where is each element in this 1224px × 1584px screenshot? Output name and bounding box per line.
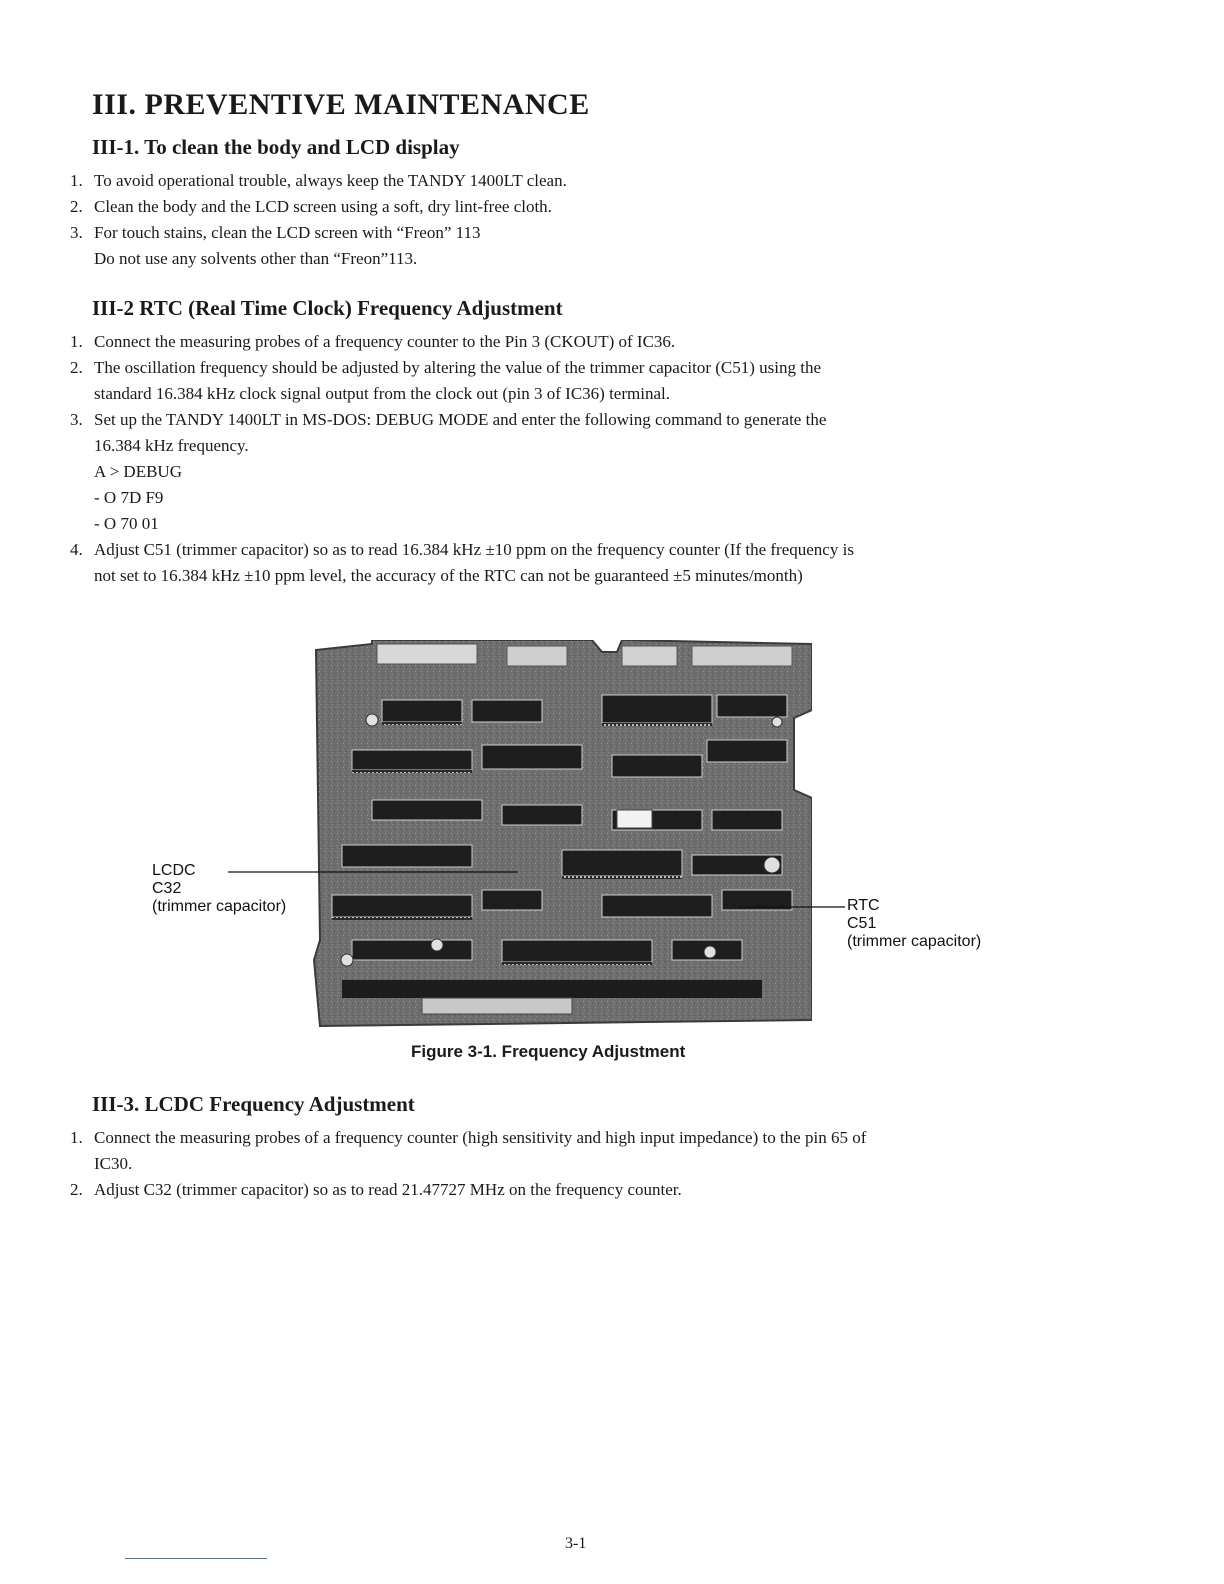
page-number: 3-1 (565, 1535, 587, 1552)
list-item: 1. Connect the measuring probes of a frequency counter to the Pin 3 (CKOUT) of IC36. (70, 332, 676, 351)
rtc-steps-list (70, 329, 854, 589)
debug-command: - O 7D F9 (94, 488, 164, 507)
list-item: 2. Adjust C32 (trimmer capacitor) so as to read 21.47727 MHz on the frequency counter. (70, 1180, 682, 1199)
lcdc-steps-list (70, 1125, 866, 1203)
cleaning-steps-list (70, 168, 567, 272)
debug-command: - O 70 01 (94, 514, 159, 533)
figure-caption: Figure 3-1. Frequency Adjustment (411, 1042, 686, 1061)
circuit-board-illustration (312, 640, 812, 1030)
list-item: 3. For touch stains, clean the LCD screen with “Freon” 113 Do not use any solvents other than “Freon”113. (70, 223, 481, 268)
section-heading-cleaning: III-1. To clean the body and LCD display (92, 135, 460, 159)
debug-command: A > DEBUG (94, 462, 182, 481)
list-item: 1. To avoid operational trouble, always keep the TANDY 1400LT clean. (70, 171, 567, 190)
lcdc-label: LCDC C32 (trimmer capacitor) (152, 862, 287, 915)
list-item: 1. Connect the measuring probes of a frequency counter (high sensitivity and high input impedance) to the pin 65 of IC30. (70, 1128, 867, 1173)
section-heading-lcdc: III-3. LCDC Frequency Adjustment (92, 1092, 415, 1116)
rtc-label: RTC C51 (trimmer capacitor) (847, 897, 982, 950)
page-title: III. PREVENTIVE MAINTENANCE (92, 88, 590, 121)
section-heading-rtc: III-2 RTC (Real Time Clock) Frequency Adjustment (92, 296, 563, 320)
list-item: 2. Clean the body and the LCD screen using a soft, dry lint-free cloth. (70, 197, 552, 216)
list-item: 4. Adjust C51 (trimmer capacitor) so as to read 16.384 kHz ±10 ppm on the frequency counter (If the frequency is not set to 16.384 kHz ±10 ppm level, the accuracy of the RTC can not be guaranteed ±5 minutes/month) (70, 540, 854, 585)
list-item: 3. Set up the TANDY 1400LT in MS-DOS: DEBUG MODE and enter the following command to generate the 16.384 kHz frequency. A > DEBUG - O 7D F9 - O 70 01 (70, 407, 854, 537)
footer-rule (125, 1558, 267, 1559)
circuit-board-photo (312, 640, 812, 1030)
list-item: 2. The oscillation frequency should be adjusted by altering the value of the trimmer capacitor (C51) using the standard 16.384 kHz clock signal output from the clock out (pin 3 of IC36) terminal. (70, 358, 821, 403)
